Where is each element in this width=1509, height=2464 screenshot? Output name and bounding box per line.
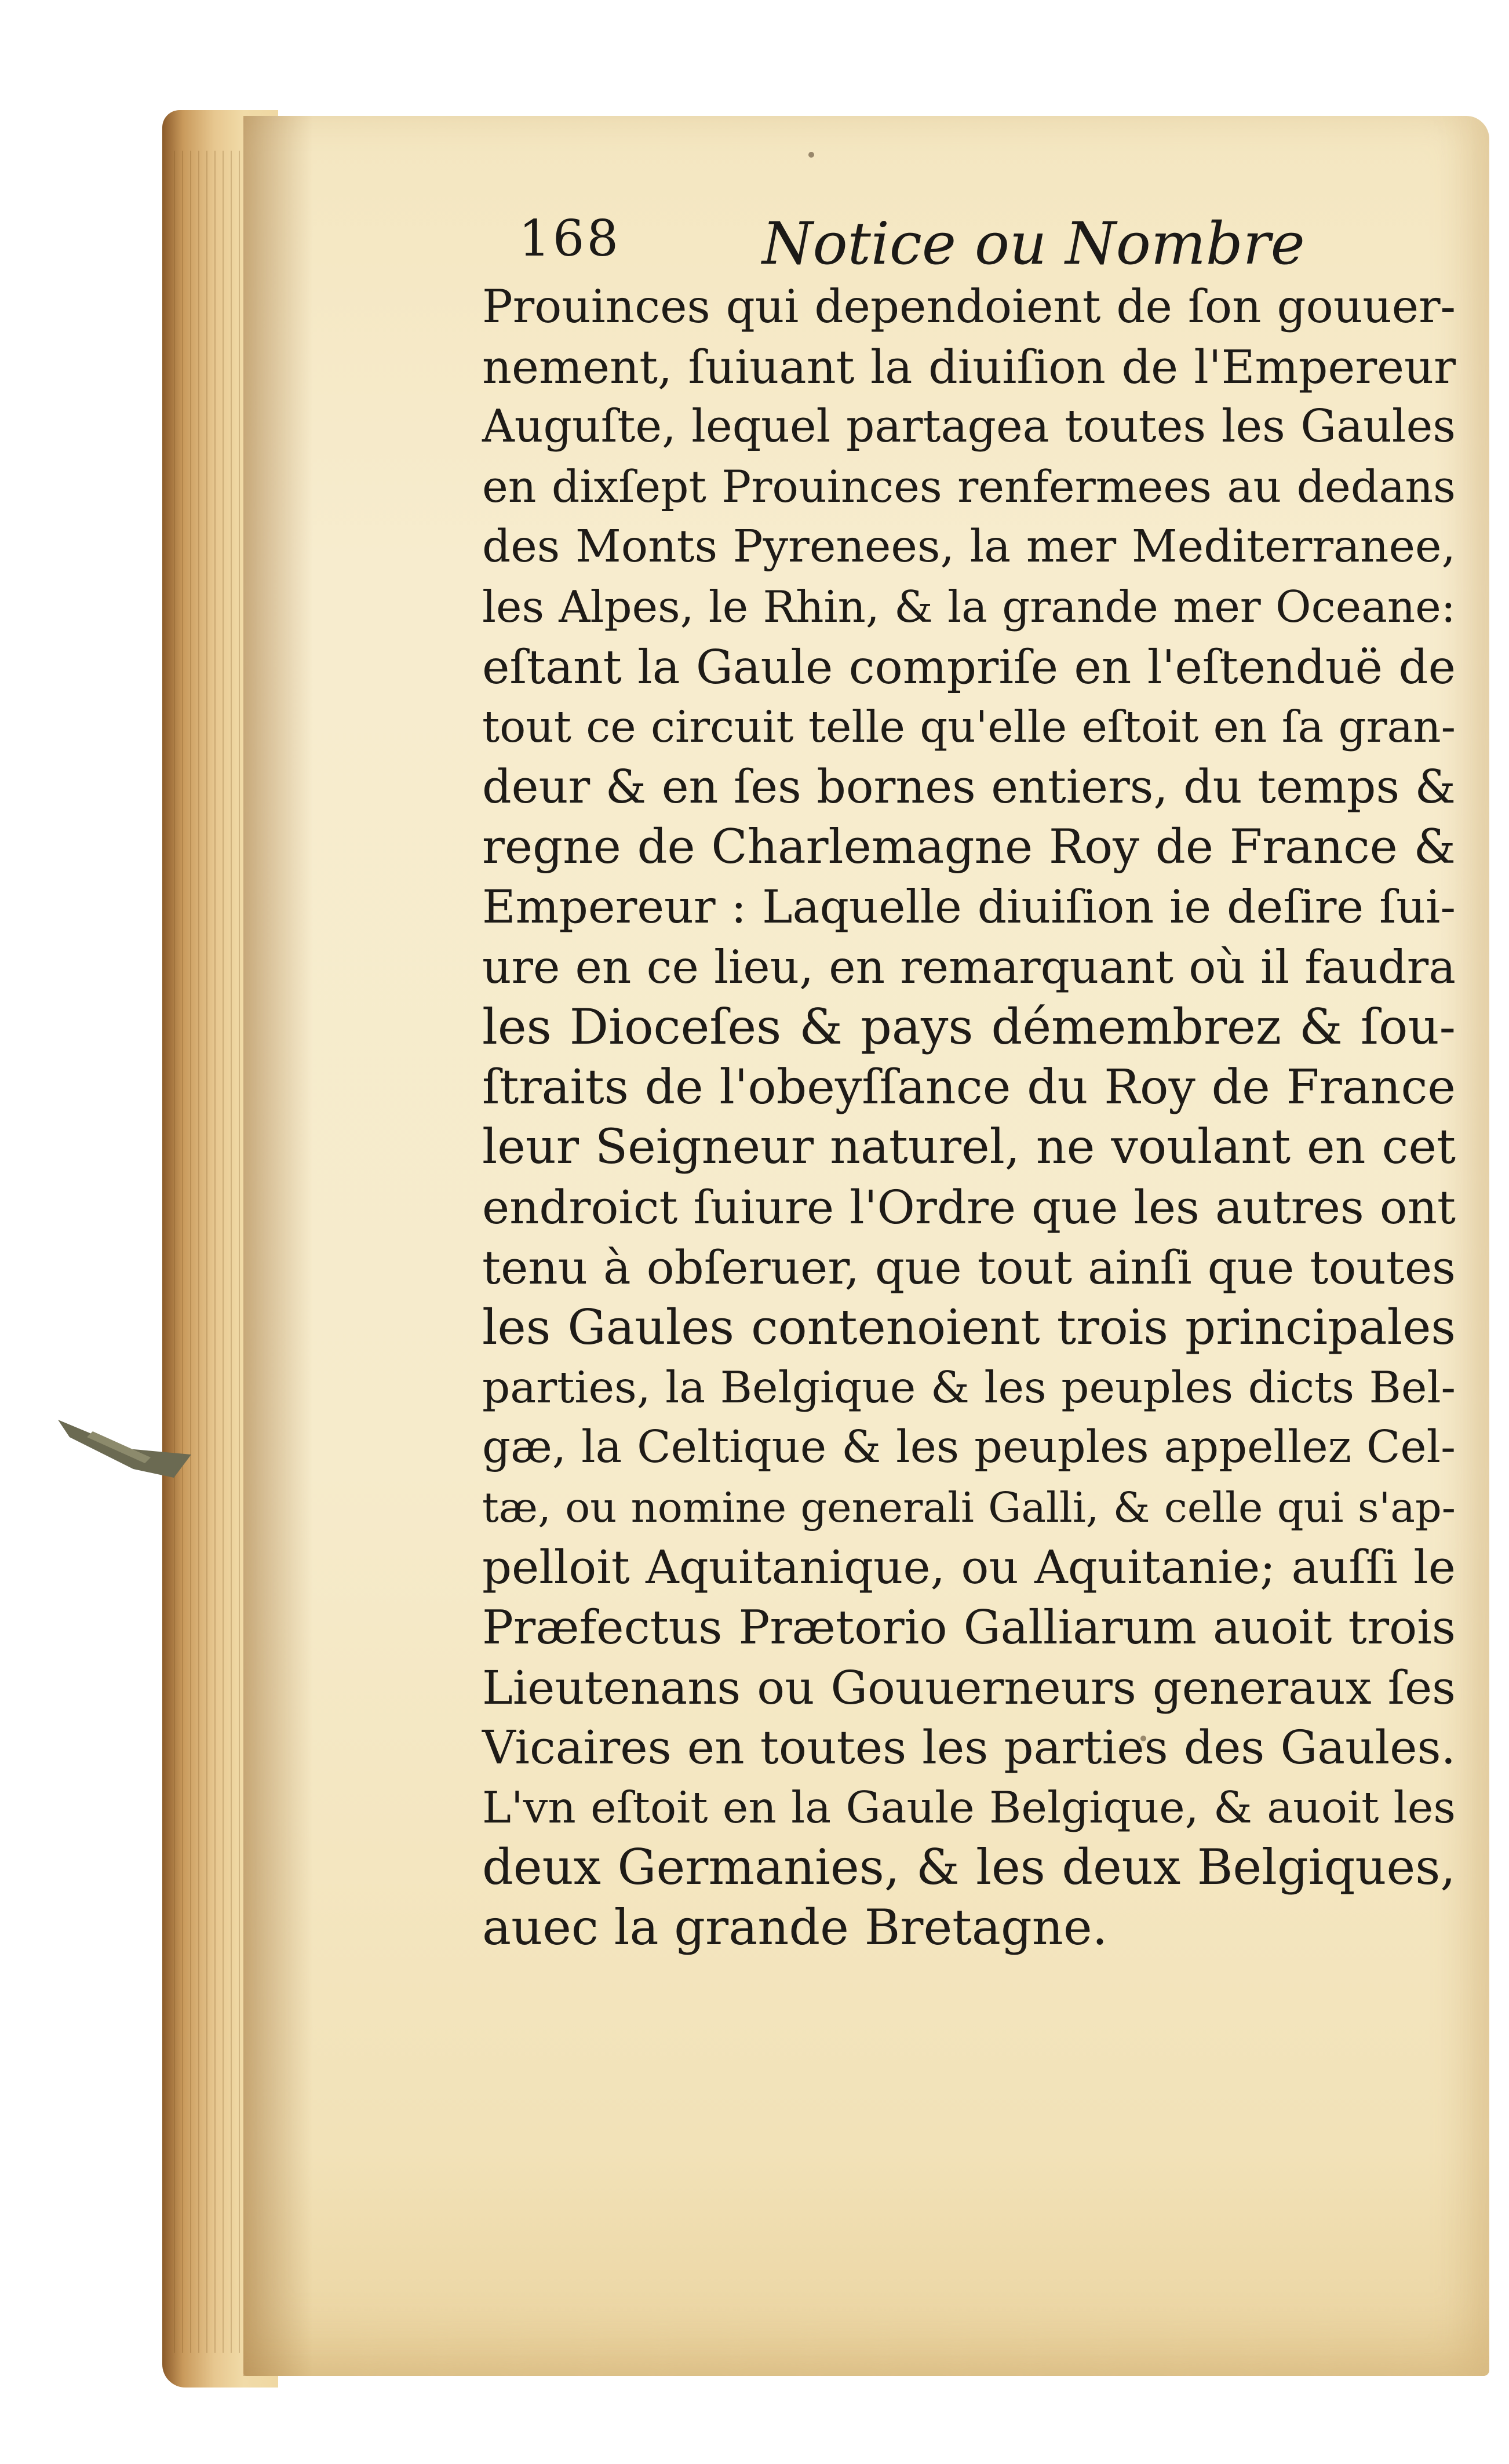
text-line: Lieutenans ou Gouuerneurs generaux ſes (482, 1660, 1456, 1715)
text-line: Vicaires en toutes les parties des Gaules. (482, 1721, 1456, 1775)
text-line: tæ, ou nomine generali Galli, & celle qui s'ap- (482, 1483, 1456, 1532)
text-line: tout ce circuit telle qu'elle eſtoit en ſa gran- (482, 701, 1456, 753)
gutter-shadow (243, 116, 313, 2376)
text-line: ure en ce lieu, en remarquant où il faudra (482, 941, 1456, 994)
running-head (519, 210, 1423, 279)
text-line: deur & en ſes bornes entiers, du temps & (482, 760, 1456, 814)
text-line: en dixſept Prouinces renfermees au dedans (482, 461, 1456, 512)
text-line: L'vn eſtoit en la Gaule Belgique, & auoit les (482, 1781, 1456, 1833)
body-text (482, 277, 1456, 1958)
text-line: nement, ſuiuant la diuiſion de l'Empereur (482, 340, 1456, 394)
running-title: Notice ou Nombre (762, 210, 1305, 278)
text-line: Prouinces qui dependoient de ſon gouuer- (482, 280, 1456, 333)
text-line: pelloit Aquitanique, ou Aquitanie; auſſi le (482, 1540, 1456, 1595)
text-line: gæ, la Celtique & les peuples appellez Cel- (482, 1421, 1456, 1474)
text-line: endroict ſuiure l'Ordre que les autres ont (482, 1180, 1456, 1234)
text-line: Præfectus Prætorio Galliarum auoit trois (482, 1601, 1456, 1655)
text-line: deux Germanies, & les deux Belgiques, (482, 1839, 1456, 1896)
text-line: leur Seigneur naturel, ne voulant en cet (482, 1120, 1456, 1175)
text-line: Empereur : Laquelle diuiſion ie deſire ſui- (482, 880, 1456, 934)
text-line: les Gaules contenoient trois principales (482, 1299, 1456, 1356)
text-line: les Alpes, le Rhin, & la grande mer Oceane: (482, 581, 1456, 632)
text-line: eſtant la Gaule compriſe en l'eſtenduë de (482, 640, 1456, 694)
text-line: auec la grande Bretagne. (482, 1899, 1108, 1956)
text-line: tenu à obſeruer, que tout ainſi que toutes (482, 1240, 1456, 1295)
text-line: des Monts Pyrenees, la mer Mediterranee, (482, 521, 1456, 573)
text-line: Auguſte, lequel partagea toutes les Gaules (482, 400, 1456, 453)
ink-speck (808, 152, 814, 158)
text-line: ſtraits de l'obeyſſance du Roy de France (482, 1059, 1456, 1115)
text-line: regne de Charlemagne Roy de France & (482, 819, 1456, 875)
page-number: 168 (519, 210, 621, 268)
bookmark-ribbon-icon (58, 1414, 191, 1483)
text-line: les Dioceſes & pays démembrez & ſou- (482, 998, 1456, 1056)
text-line: parties, la Belgique & les peuples dicts Bel- (482, 1361, 1456, 1413)
